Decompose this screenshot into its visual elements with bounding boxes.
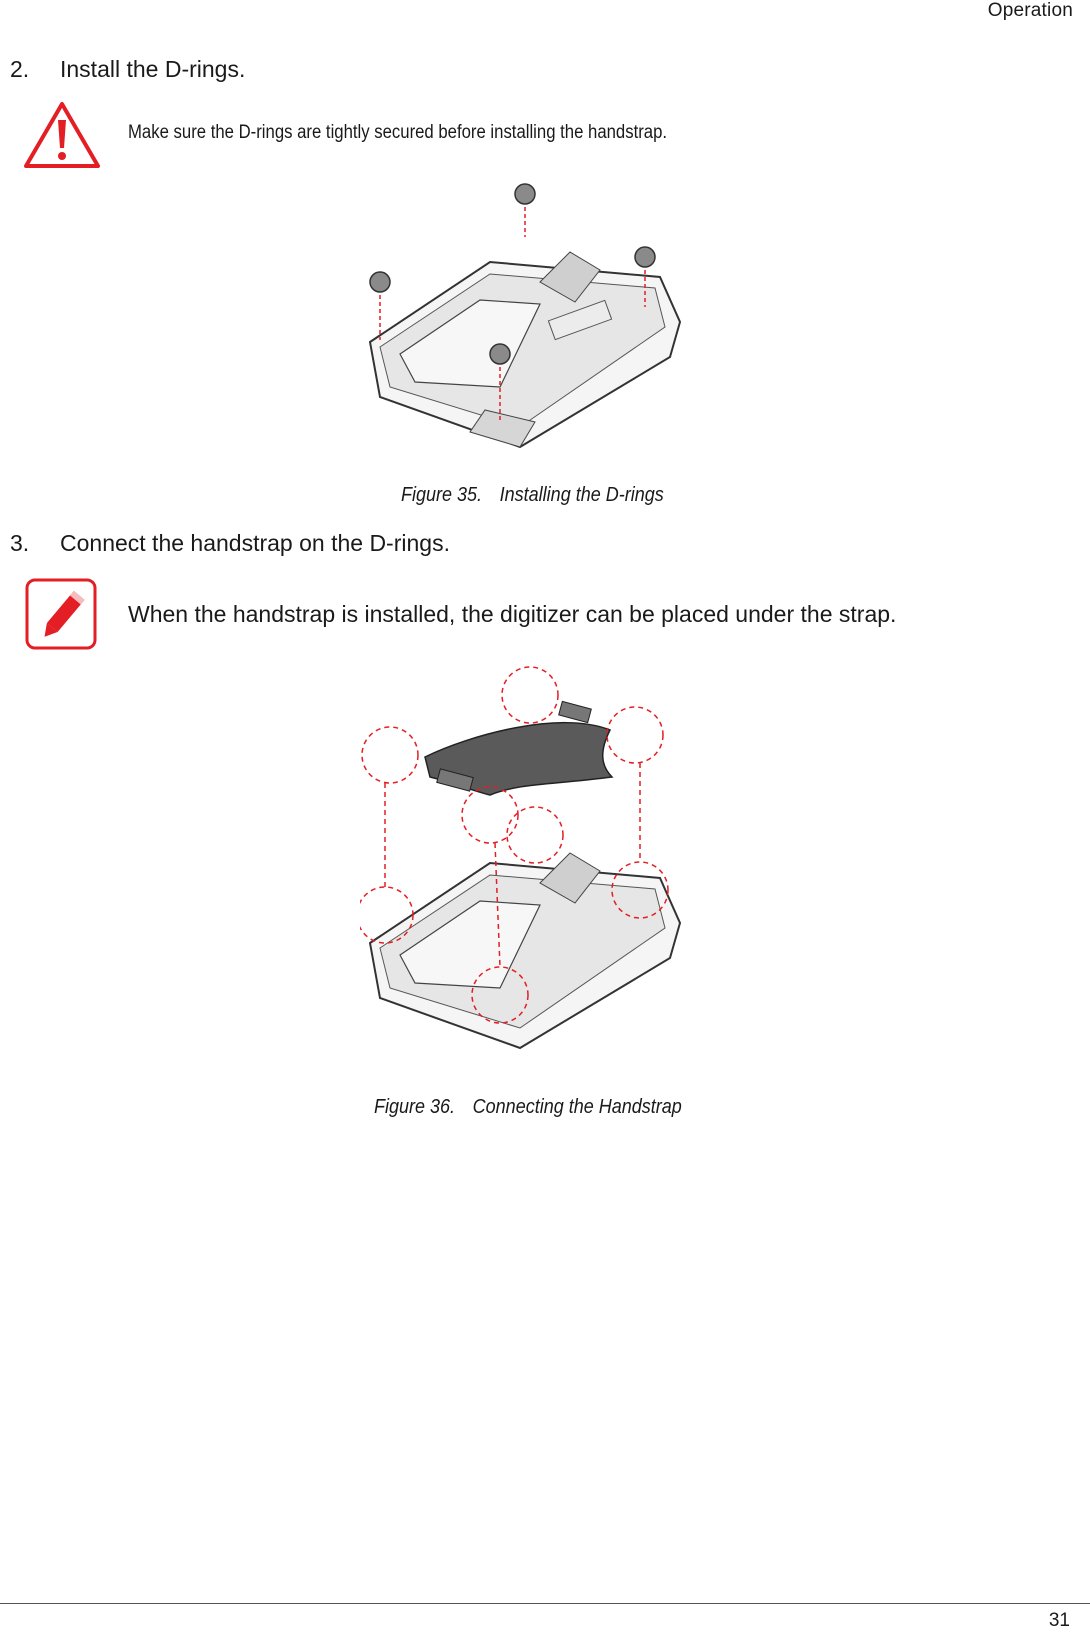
figure-35-caption	[401, 484, 664, 507]
warning-triangle-icon	[22, 100, 102, 170]
callout-tablet-top	[507, 807, 563, 863]
running-header: Operation	[987, 0, 1073, 21]
tablet-back-illustration	[370, 252, 680, 447]
d-ring-right	[635, 247, 655, 267]
step-number: 3.	[10, 530, 30, 556]
callout-left	[362, 727, 418, 783]
figure-36-caption	[374, 1096, 682, 1119]
step-text: Connect the handstrap on the D-rings.	[60, 530, 450, 556]
footer-divider	[0, 1603, 1090, 1604]
step-text: Install the D-rings.	[60, 56, 246, 82]
figure-36-illustration	[360, 665, 720, 1080]
step-connect-handstrap	[10, 530, 450, 557]
figure-label: Figure 35.	[401, 484, 483, 506]
note-message: When the handstrap is installed, the digitizer can be placed under the strap.	[128, 601, 897, 627]
callout-right	[607, 707, 663, 763]
figure-label: Figure 36.	[374, 1096, 456, 1118]
d-ring-left	[370, 272, 390, 292]
callout-top	[502, 667, 558, 723]
figure-title: Installing the D-rings	[499, 484, 664, 506]
handstrap-illustration	[425, 701, 612, 795]
tablet-back-illustration	[370, 853, 680, 1048]
step-number: 2.	[10, 56, 30, 82]
page-number: 31	[1048, 1610, 1070, 1631]
warning-message: Make sure the D-rings are tightly secured before installing the handstrap.	[128, 122, 668, 143]
step-install-d-rings	[10, 56, 245, 83]
figure-35-illustration	[360, 182, 700, 472]
d-ring-bottom	[490, 344, 510, 364]
figure-title: Connecting the Handstrap	[472, 1096, 682, 1118]
pen-note-icon	[25, 578, 97, 650]
d-ring-top	[515, 184, 535, 204]
